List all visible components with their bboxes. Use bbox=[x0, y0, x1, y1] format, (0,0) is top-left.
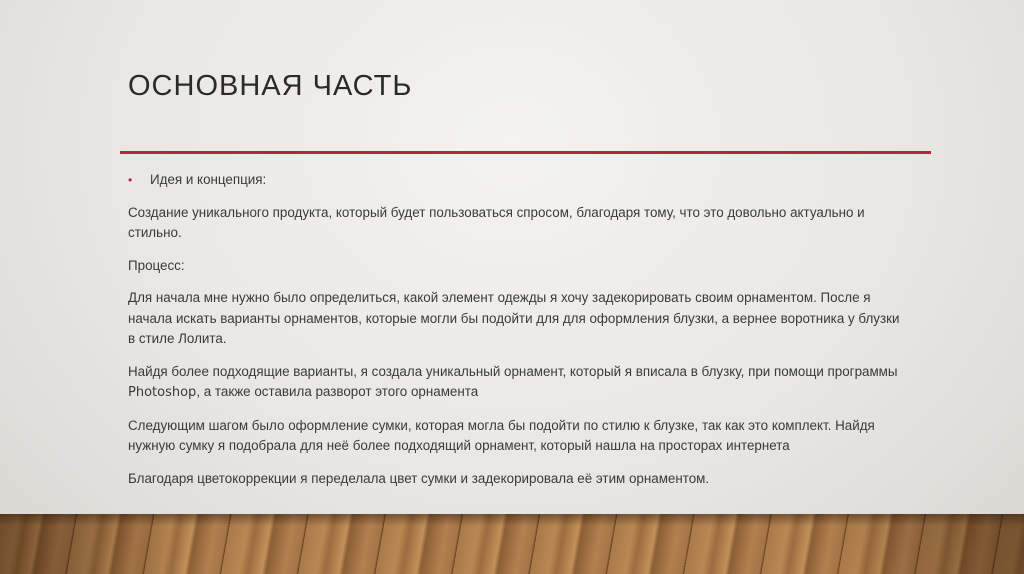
paragraph-step-2 bbox=[128, 362, 903, 404]
floor-vignette bbox=[0, 514, 1024, 574]
slide-content bbox=[128, 170, 903, 501]
paragraph-process-heading: Процесс: bbox=[128, 257, 185, 273]
bullet-text: Идея и концепция: bbox=[150, 172, 267, 187]
bullet-dot-icon: • bbox=[128, 173, 133, 187]
title-divider bbox=[120, 151, 931, 154]
paragraph-step-1: Для начала мне нужно было определиться, какой элемент одежды я хочу задекорировать своим орнаментом. После я начала искать варианты орнаментов, которые могли бы подойти для для оформления блузки, а вернее воротника у блузки в стиле Лолита. bbox=[128, 290, 900, 346]
photoshop-label: Photoshop bbox=[128, 385, 197, 400]
paragraph-step-2-start: Найдя более подходящие варианты, я создала уникальный орнамент, который я вписала в блузку, при помощи программы bbox=[128, 363, 898, 379]
paragraph-step-2-end: , а также оставила разворот этого орнамента bbox=[196, 384, 479, 399]
bullet-item bbox=[128, 170, 903, 191]
slide-title: ОСНОВНАЯ ЧАСТЬ bbox=[128, 70, 413, 102]
paragraph-step-4: Благодаря цветокоррекции я переделала цвет сумки и задекорировала её этим орнаментом. bbox=[128, 470, 710, 486]
paragraph-step-3: Следующим шагом было оформление сумки, которая могла бы подойти по стилю к блузке, так как это комплект. Найдя нужную сумку я подобрала для неё более подходящий орнамент, который нашла на просторах интернета bbox=[128, 417, 875, 453]
paragraph-goal: Создание уникального продукта, который будет пользоваться спросом, благодаря тому, что это довольно актуально и стильно. bbox=[128, 204, 865, 240]
